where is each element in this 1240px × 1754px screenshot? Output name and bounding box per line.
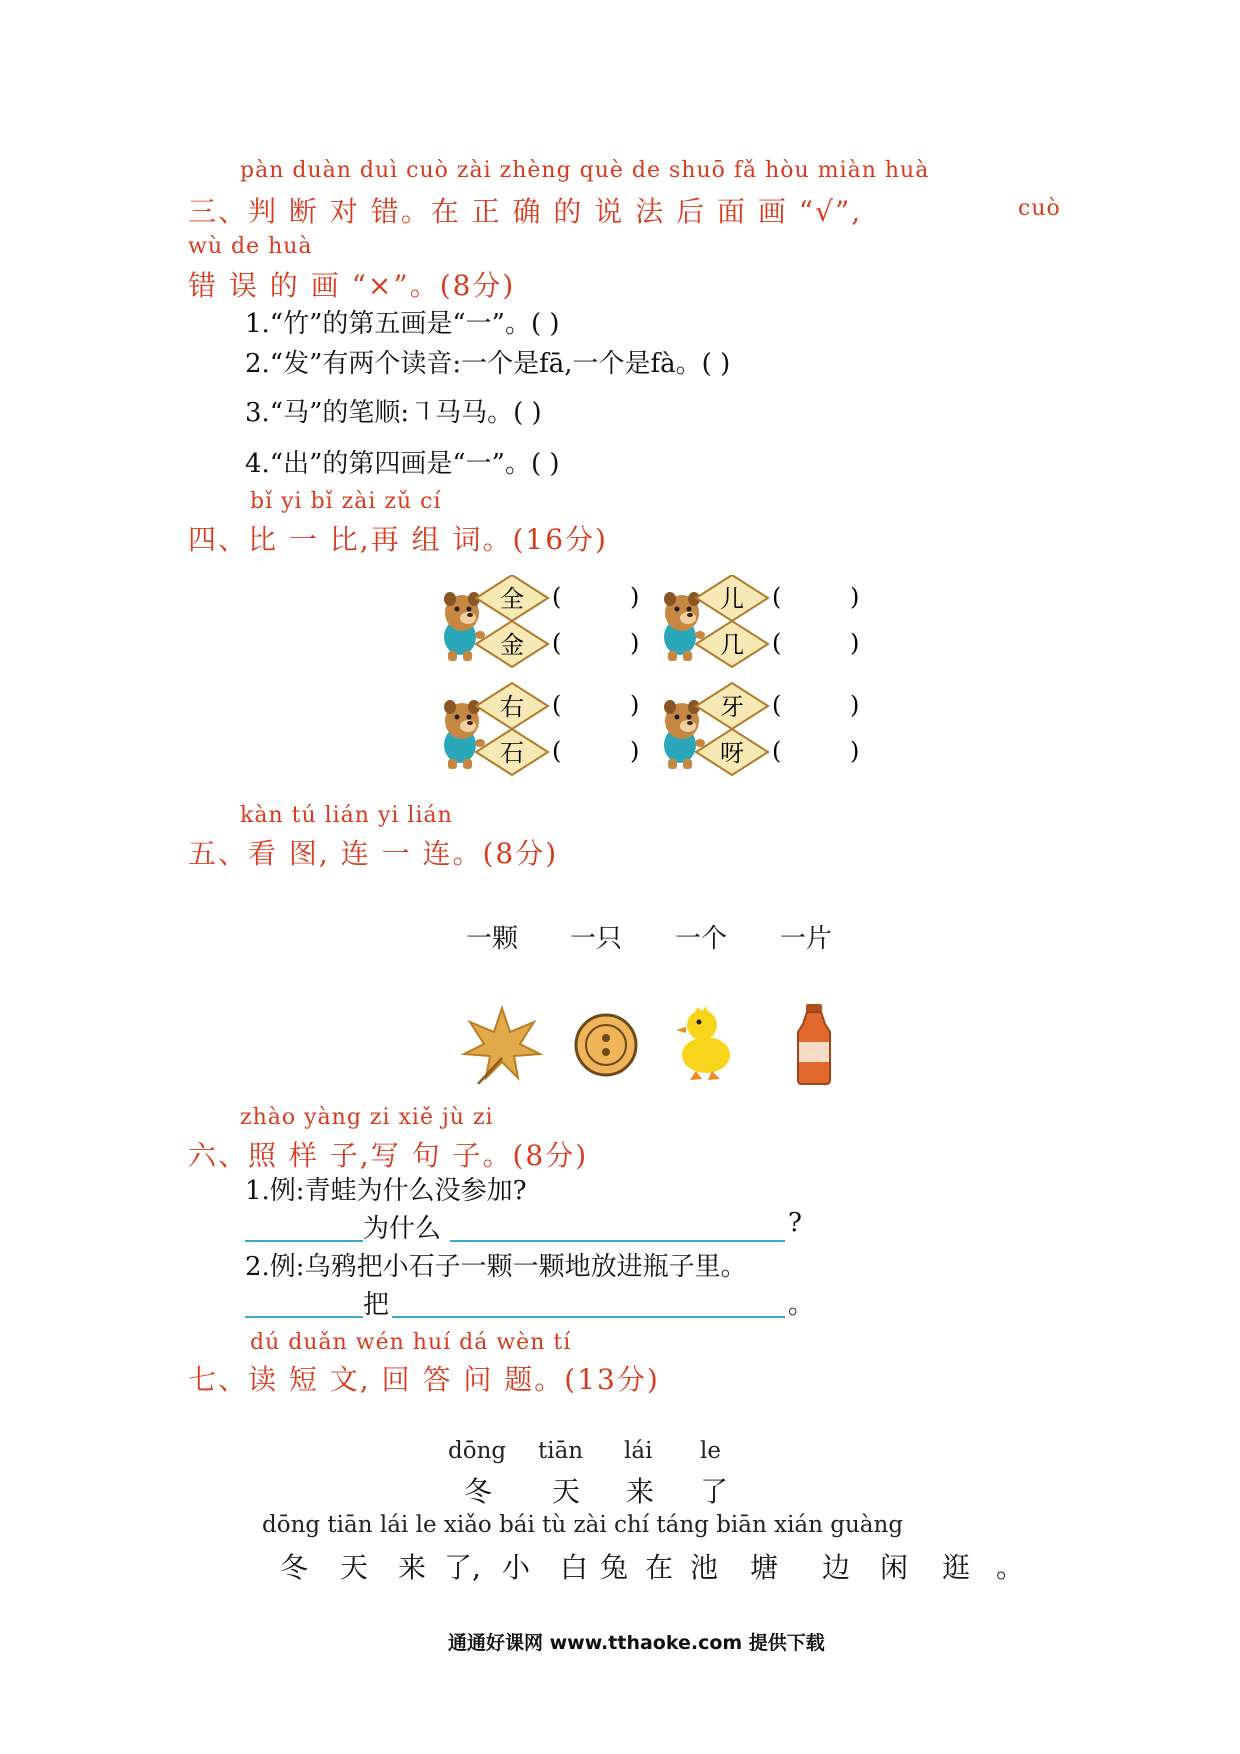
answer-blank[interactable] xyxy=(450,1240,785,1242)
poem-char: 兔 xyxy=(600,1551,629,1584)
answer-paren-open: ( xyxy=(772,583,782,611)
pair-char-top: 右 xyxy=(500,693,524,721)
section3-title-1: 三、判 断 对 错。在 正 确 的 说 法 后 面 画 “√”, xyxy=(188,195,863,228)
bear-icon xyxy=(444,700,485,769)
example-2: 2.例:乌鸦把小石子一颗一颗地放进瓶子里。 xyxy=(245,1252,747,1282)
section4-pinyin: bǐ yi bǐ zài zǔ cí xyxy=(250,489,442,514)
pair-char-bottom: 石 xyxy=(500,739,524,767)
poem-title-pinyin: lái xyxy=(624,1438,653,1464)
answer-blank[interactable] xyxy=(245,1316,363,1318)
section3-pinyin-2: wù de huà xyxy=(188,234,313,259)
answer-blank[interactable] xyxy=(392,1316,785,1318)
leaf-image xyxy=(460,1000,544,1084)
poem-char: 。 xyxy=(996,1551,1025,1584)
poem-char: 塘 xyxy=(750,1551,779,1584)
pair-char-top: 牙 xyxy=(720,693,744,721)
section3-title-1-end: cuò xyxy=(1018,196,1061,221)
example-1: 1.例:青蛙为什么没参加? xyxy=(245,1176,527,1206)
section5-pinyin: kàn tú lián yi lián xyxy=(240,803,453,828)
poem-title-char: 天 xyxy=(552,1475,581,1508)
measure-word: 一个 xyxy=(675,924,728,954)
word-pair-quan-jin xyxy=(444,575,639,667)
answer-paren-open: ( xyxy=(772,629,782,657)
answer-blank[interactable] xyxy=(245,1240,363,1242)
section5-title: 五、看 图, 连 一 连。(8分) xyxy=(188,837,559,870)
answer-paren-open: ( xyxy=(552,691,562,719)
word-pair-you-shi xyxy=(444,683,639,775)
poem-char: 闲 xyxy=(880,1551,909,1584)
question-item: 3.“马”的笔顺:㇕马马。( ) xyxy=(245,398,542,428)
poem-title-char: 了 xyxy=(700,1475,729,1508)
poem-line-pinyin: dōng tiān lái le xiǎo bái tù zài chí táng biān xián guàng xyxy=(262,1512,904,1538)
measure-word: 一片 xyxy=(780,924,833,954)
answer-paren-close: ) xyxy=(850,737,860,765)
pair-char-bottom: 几 xyxy=(720,631,744,659)
bear-icon xyxy=(444,592,485,661)
pair-char-top: 儿 xyxy=(720,585,744,613)
answer-paren-close: ) xyxy=(850,691,860,719)
answer-paren-close: ) xyxy=(850,583,860,611)
footer-source[interactable]: 通通好课网 www.tthaoke.com 提供下载 xyxy=(448,1632,825,1654)
answer-paren-open: ( xyxy=(772,691,782,719)
section3-pinyin-1: pàn duàn duì cuò zài zhèng què de shuō fǎ hòu miàn huà xyxy=(240,158,930,183)
poem-title-pinyin: le xyxy=(700,1438,721,1464)
poem-char: 逛 xyxy=(942,1551,971,1584)
bottle-image xyxy=(792,1002,836,1086)
section6-title: 六、照 样 子,写 句 子。(8分) xyxy=(188,1139,589,1172)
answer-paren-close: ) xyxy=(630,691,640,719)
question-item: 2.“发”有两个读音:一个是fā,一个是fà。( ) xyxy=(245,349,731,379)
poem-char: 冬 xyxy=(280,1551,309,1584)
poem-char: 边 xyxy=(822,1551,851,1584)
answer-paren-close: ) xyxy=(630,737,640,765)
poem-char: 白 xyxy=(560,1551,589,1584)
pair-char-top: 全 xyxy=(500,585,524,613)
answer-paren-open: ( xyxy=(552,583,562,611)
example-1-end: ? xyxy=(788,1208,802,1238)
bear-icon xyxy=(664,700,705,769)
word-pair-er-ji xyxy=(664,575,859,667)
section3-title-2: 错 误 的 画 “×”。(8分) xyxy=(188,269,516,302)
poem-title-pinyin: dōng xyxy=(448,1438,507,1464)
word-pairs-figure xyxy=(440,575,900,790)
pair-char-bottom: 金 xyxy=(500,631,524,659)
pair-char-bottom: 呀 xyxy=(720,739,744,767)
poem-title-char: 冬 xyxy=(464,1475,493,1508)
example-2-keyword: 把 xyxy=(363,1290,390,1320)
section6-pinyin: zhào yàng zi xiě jù zi xyxy=(240,1105,494,1130)
poem-char: 天 xyxy=(340,1551,369,1584)
duckling-image xyxy=(672,1003,736,1083)
poem-char: 来 xyxy=(398,1551,427,1584)
question-item: 1.“竹”的第五画是“一”。( ) xyxy=(245,309,560,339)
answer-paren-open: ( xyxy=(552,737,562,765)
poem-char: 在 xyxy=(645,1551,674,1584)
word-pair-ya-ya xyxy=(664,683,859,775)
poem-char: 小 xyxy=(502,1551,531,1584)
answer-paren-open: ( xyxy=(552,629,562,657)
poem-char: 了, xyxy=(444,1551,481,1584)
poem-title-pinyin: tiān xyxy=(538,1438,584,1464)
section4-title: 四、比 一 比,再 组 词。(16分) xyxy=(188,523,608,556)
section7-pinyin: dú duǎn wén huí dá wèn tí xyxy=(250,1330,572,1355)
button-image xyxy=(573,1012,639,1078)
measure-word: 一颗 xyxy=(466,924,519,954)
poem-char: 池 xyxy=(690,1551,719,1584)
measure-word: 一只 xyxy=(570,924,623,954)
example-1-keyword: 为什么 xyxy=(363,1214,442,1244)
answer-paren-open: ( xyxy=(772,737,782,765)
poem-title-char: 来 xyxy=(626,1475,655,1508)
example-2-end: 。 xyxy=(788,1290,815,1320)
bear-icon xyxy=(664,592,705,661)
answer-paren-close: ) xyxy=(850,629,860,657)
question-item: 4.“出”的第四画是“一”。( ) xyxy=(245,449,560,479)
section7-title: 七、读 短 文, 回 答 问 题。(13分) xyxy=(188,1363,660,1396)
answer-paren-close: ) xyxy=(630,583,640,611)
answer-paren-close: ) xyxy=(630,629,640,657)
